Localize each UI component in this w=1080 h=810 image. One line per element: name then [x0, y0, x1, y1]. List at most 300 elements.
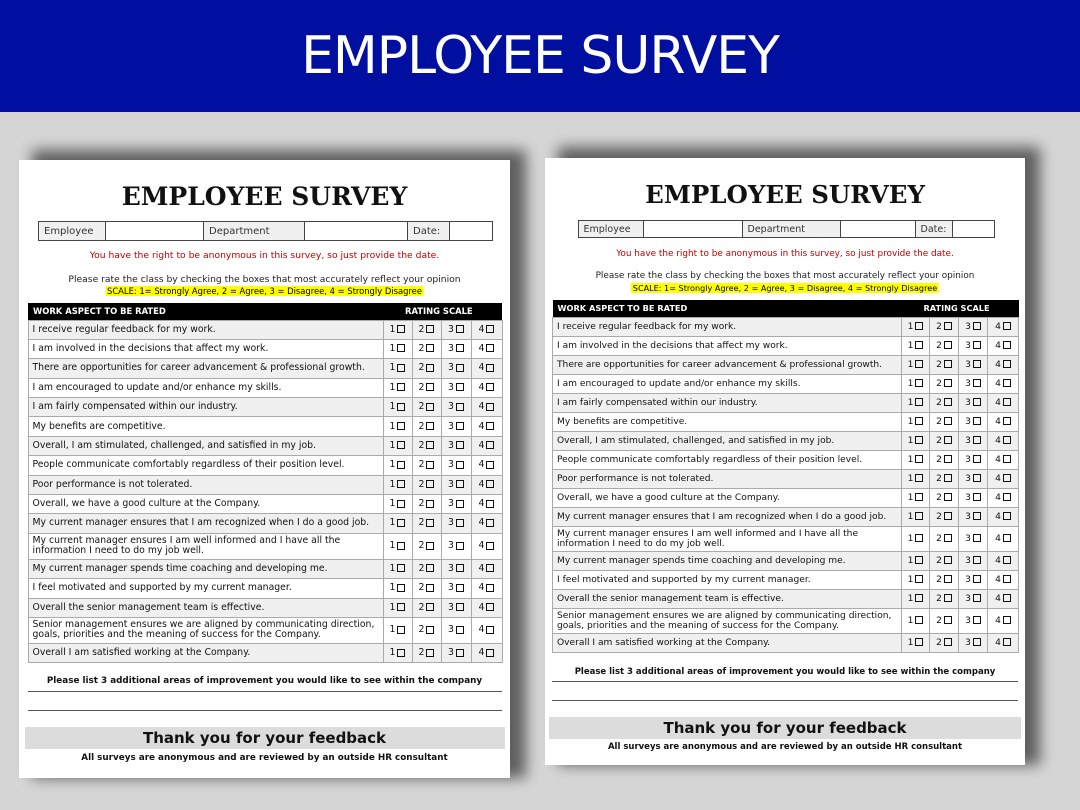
- option-number: 1: [389, 362, 396, 374]
- checkbox[interactable]: [1003, 594, 1011, 602]
- checkbox[interactable]: [486, 403, 494, 411]
- rating-option[interactable]: [383, 559, 412, 578]
- rating-option[interactable]: [988, 507, 1019, 526]
- rating-option[interactable]: [988, 488, 1019, 507]
- checkbox[interactable]: [973, 493, 981, 501]
- checkbox[interactable]: [973, 594, 981, 602]
- checkbox[interactable]: [915, 556, 923, 564]
- checkbox[interactable]: [1003, 341, 1011, 349]
- rating-option[interactable]: [930, 608, 959, 633]
- question-text: I feel motivated and supported by my current manager.: [553, 570, 902, 589]
- rating-option[interactable]: [383, 617, 412, 643]
- question-text: Poor performance is not tolerated.: [553, 469, 902, 488]
- checkbox[interactable]: [426, 603, 434, 611]
- rating-option[interactable]: [441, 320, 471, 339]
- rating-option[interactable]: [412, 559, 441, 578]
- question-text: Overall I am satisfied working at the Company.: [28, 643, 383, 662]
- rating-option[interactable]: [930, 450, 959, 469]
- rating-option[interactable]: [930, 431, 959, 450]
- rating-option[interactable]: [441, 456, 471, 475]
- scale-legend: SCALE: 1= Strongly Agree, 2 = Agree, 3 = Disagree, 4 = Strongly Disagree: [107, 286, 422, 296]
- rating-option[interactable]: [441, 643, 471, 662]
- rating-option[interactable]: [471, 436, 502, 455]
- rating-option[interactable]: [383, 579, 412, 598]
- rating-option[interactable]: [441, 417, 471, 436]
- checkbox[interactable]: [1003, 638, 1011, 646]
- checkbox[interactable]: [456, 519, 464, 527]
- checkbox[interactable]: [426, 649, 434, 657]
- rating-option[interactable]: [471, 475, 502, 494]
- rating-option[interactable]: [959, 488, 988, 507]
- checkbox[interactable]: [397, 403, 405, 411]
- checkbox[interactable]: [944, 341, 952, 349]
- checkbox[interactable]: [397, 603, 405, 611]
- employee-field[interactable]: [106, 222, 204, 240]
- rating-option[interactable]: [930, 589, 959, 608]
- checkbox[interactable]: [486, 480, 494, 488]
- checkbox[interactable]: [426, 383, 434, 391]
- checkbox[interactable]: [397, 364, 405, 372]
- checkbox[interactable]: [944, 556, 952, 564]
- rating-option[interactable]: [959, 589, 988, 608]
- checkbox[interactable]: [456, 344, 464, 352]
- checkbox[interactable]: [426, 519, 434, 527]
- checkbox[interactable]: [944, 417, 952, 425]
- checkbox[interactable]: [486, 325, 494, 333]
- rating-option[interactable]: [902, 412, 930, 431]
- rating-option[interactable]: [471, 559, 502, 578]
- rating-option[interactable]: [383, 456, 412, 475]
- checkbox[interactable]: [915, 638, 923, 646]
- rating-option[interactable]: [441, 533, 471, 559]
- checkbox[interactable]: [426, 500, 434, 508]
- checkbox[interactable]: [397, 564, 405, 572]
- checkbox[interactable]: [426, 461, 434, 469]
- rating-option[interactable]: [988, 551, 1019, 570]
- rating-option[interactable]: [959, 412, 988, 431]
- checkbox[interactable]: [456, 542, 464, 550]
- checkbox[interactable]: [944, 594, 952, 602]
- checkbox[interactable]: [456, 403, 464, 411]
- rating-option[interactable]: [902, 450, 930, 469]
- checkbox[interactable]: [456, 626, 464, 634]
- rating-option[interactable]: [959, 317, 988, 336]
- option-number: 1: [907, 555, 914, 566]
- checkbox[interactable]: [1003, 436, 1011, 444]
- checkbox[interactable]: [486, 422, 494, 430]
- checkbox[interactable]: [426, 584, 434, 592]
- checkbox[interactable]: [397, 480, 405, 488]
- checkbox[interactable]: [456, 603, 464, 611]
- rating-option[interactable]: [383, 475, 412, 494]
- rating-option[interactable]: [383, 514, 412, 533]
- department-field[interactable]: [305, 222, 408, 240]
- checkbox[interactable]: [915, 417, 923, 425]
- rating-option[interactable]: [988, 412, 1019, 431]
- rating-option[interactable]: [902, 526, 930, 551]
- option-number: 4: [995, 473, 1001, 484]
- option-number: 3: [965, 637, 971, 648]
- rating-option[interactable]: [412, 417, 441, 436]
- rating-option[interactable]: [412, 398, 441, 417]
- rating-option[interactable]: [441, 359, 471, 378]
- checkbox[interactable]: [1003, 455, 1011, 463]
- rating-option[interactable]: [930, 336, 959, 355]
- rating-option[interactable]: [441, 398, 471, 417]
- rating-option[interactable]: [412, 339, 441, 358]
- checkbox[interactable]: [426, 325, 434, 333]
- rating-option[interactable]: [383, 339, 412, 358]
- rating-option[interactable]: [959, 507, 988, 526]
- checkbox[interactable]: [915, 594, 923, 602]
- rating-option[interactable]: [902, 589, 930, 608]
- checkbox[interactable]: [1003, 512, 1011, 520]
- rating-option[interactable]: [959, 526, 988, 551]
- checkbox[interactable]: [944, 638, 952, 646]
- answer-line-2[interactable]: [28, 710, 502, 711]
- checkbox[interactable]: [397, 461, 405, 469]
- rating-option[interactable]: [988, 589, 1019, 608]
- rating-option[interactable]: [930, 374, 959, 393]
- rating-option[interactable]: [902, 336, 930, 355]
- checkbox[interactable]: [397, 344, 405, 352]
- checkbox[interactable]: [426, 422, 434, 430]
- checkbox[interactable]: [397, 584, 405, 592]
- rating-option[interactable]: [441, 514, 471, 533]
- checkbox[interactable]: [456, 649, 464, 657]
- checkbox[interactable]: [486, 344, 494, 352]
- checkbox[interactable]: [944, 534, 952, 542]
- rating-option[interactable]: [930, 393, 959, 412]
- checkbox[interactable]: [486, 500, 494, 508]
- rating-option[interactable]: [471, 598, 502, 617]
- checkbox[interactable]: [1003, 474, 1011, 482]
- rating-option[interactable]: [988, 633, 1019, 652]
- checkbox[interactable]: [973, 398, 981, 406]
- rating-option[interactable]: [383, 359, 412, 378]
- checkbox[interactable]: [456, 461, 464, 469]
- rating-option[interactable]: [930, 526, 959, 551]
- rating-option[interactable]: [959, 450, 988, 469]
- rating-option[interactable]: [441, 598, 471, 617]
- rating-option[interactable]: [988, 469, 1019, 488]
- date-field[interactable]: [953, 221, 994, 237]
- option-number: 4: [478, 401, 485, 413]
- rating-option[interactable]: [959, 393, 988, 412]
- rating-option[interactable]: [441, 559, 471, 578]
- rating-option[interactable]: [383, 598, 412, 617]
- checkbox[interactable]: [973, 322, 981, 330]
- rating-option[interactable]: [383, 378, 412, 397]
- checkbox[interactable]: [915, 379, 923, 387]
- rating-option[interactable]: [959, 633, 988, 652]
- answer-line-2[interactable]: [552, 700, 1018, 701]
- checkbox[interactable]: [426, 403, 434, 411]
- checkbox[interactable]: [486, 584, 494, 592]
- rating-option[interactable]: [988, 374, 1019, 393]
- rating-option[interactable]: [988, 431, 1019, 450]
- rating-option[interactable]: [930, 412, 959, 431]
- rating-option[interactable]: [412, 378, 441, 397]
- rating-option[interactable]: [441, 495, 471, 514]
- checkbox[interactable]: [973, 379, 981, 387]
- checkbox[interactable]: [973, 575, 981, 583]
- rating-option[interactable]: [412, 533, 441, 559]
- instruction-text: Please rate the class by checking the boxes that most accurately reflect your opinion: [68, 274, 461, 285]
- rating-option[interactable]: [441, 436, 471, 455]
- checkbox[interactable]: [397, 422, 405, 430]
- checkbox[interactable]: [944, 379, 952, 387]
- rating-option[interactable]: [383, 398, 412, 417]
- checkbox[interactable]: [973, 638, 981, 646]
- checkbox[interactable]: [456, 383, 464, 391]
- employee-field[interactable]: [644, 221, 743, 237]
- checkbox[interactable]: [456, 480, 464, 488]
- checkbox[interactable]: [456, 325, 464, 333]
- checkbox[interactable]: [456, 564, 464, 572]
- rating-option[interactable]: [930, 469, 959, 488]
- rating-option[interactable]: [959, 336, 988, 355]
- checkbox[interactable]: [486, 626, 494, 634]
- checkbox[interactable]: [397, 500, 405, 508]
- checkbox[interactable]: [915, 575, 923, 583]
- rating-option[interactable]: [441, 617, 471, 643]
- rating-option[interactable]: [902, 431, 930, 450]
- rating-option[interactable]: [412, 643, 441, 662]
- rating-option[interactable]: [412, 320, 441, 339]
- checkbox[interactable]: [915, 512, 923, 520]
- rating-option[interactable]: [902, 608, 930, 633]
- question-text: I receive regular feedback for my work.: [28, 320, 383, 339]
- rating-option[interactable]: [471, 456, 502, 475]
- rating-option[interactable]: [988, 608, 1019, 633]
- checkbox[interactable]: [973, 512, 981, 520]
- rating-option[interactable]: [471, 514, 502, 533]
- checkbox[interactable]: [915, 455, 923, 463]
- checkbox[interactable]: [944, 360, 952, 368]
- checkbox[interactable]: [486, 441, 494, 449]
- rating-option[interactable]: [930, 633, 959, 652]
- checkbox[interactable]: [915, 436, 923, 444]
- checkbox[interactable]: [973, 436, 981, 444]
- checkbox[interactable]: [1003, 616, 1011, 624]
- rating-option[interactable]: [383, 436, 412, 455]
- rating-option[interactable]: [959, 374, 988, 393]
- rating-option[interactable]: [471, 320, 502, 339]
- rating-option[interactable]: [902, 393, 930, 412]
- rating-option[interactable]: [383, 495, 412, 514]
- checkbox[interactable]: [915, 493, 923, 501]
- checkbox[interactable]: [973, 616, 981, 624]
- rating-option[interactable]: [441, 475, 471, 494]
- answer-line-1[interactable]: [552, 681, 1018, 682]
- checkbox[interactable]: [1003, 556, 1011, 564]
- checkbox[interactable]: [397, 383, 405, 391]
- checkbox[interactable]: [397, 441, 405, 449]
- rating-option[interactable]: [902, 507, 930, 526]
- checkbox[interactable]: [915, 360, 923, 368]
- rating-option[interactable]: [959, 570, 988, 589]
- checkbox[interactable]: [1003, 379, 1011, 387]
- rating-option[interactable]: [902, 570, 930, 589]
- checkbox[interactable]: [397, 649, 405, 657]
- checkbox[interactable]: [1003, 417, 1011, 425]
- checkbox[interactable]: [397, 325, 405, 333]
- rating-option[interactable]: [930, 507, 959, 526]
- rating-option[interactable]: [412, 475, 441, 494]
- rating-option[interactable]: [471, 339, 502, 358]
- option-number: 4: [478, 478, 485, 490]
- checkbox[interactable]: [915, 474, 923, 482]
- checkbox[interactable]: [486, 519, 494, 527]
- question-text: My benefits are competitive.: [553, 412, 902, 431]
- checkbox[interactable]: [456, 584, 464, 592]
- checkbox[interactable]: [486, 564, 494, 572]
- rating-option[interactable]: [988, 355, 1019, 374]
- checkbox[interactable]: [486, 364, 494, 372]
- checkbox[interactable]: [1003, 493, 1011, 501]
- rating-option[interactable]: [988, 336, 1019, 355]
- rating-option[interactable]: [383, 533, 412, 559]
- rating-option[interactable]: [441, 378, 471, 397]
- rating-option[interactable]: [988, 450, 1019, 469]
- rating-option[interactable]: [988, 393, 1019, 412]
- rating-option[interactable]: [930, 570, 959, 589]
- rating-option[interactable]: [902, 355, 930, 374]
- rating-option[interactable]: [471, 617, 502, 643]
- rating-option[interactable]: [902, 374, 930, 393]
- checkbox[interactable]: [915, 341, 923, 349]
- rating-option[interactable]: [383, 320, 412, 339]
- option-number: 4: [478, 459, 485, 471]
- checkbox[interactable]: [973, 474, 981, 482]
- checkbox[interactable]: [1003, 534, 1011, 542]
- checkbox[interactable]: [915, 616, 923, 624]
- checkbox[interactable]: [915, 534, 923, 542]
- checkbox[interactable]: [1003, 575, 1011, 583]
- rating-option[interactable]: [930, 355, 959, 374]
- checkbox[interactable]: [915, 398, 923, 406]
- rating-option[interactable]: [471, 533, 502, 559]
- rating-option[interactable]: [988, 526, 1019, 551]
- rating-option[interactable]: [383, 417, 412, 436]
- checkbox[interactable]: [486, 542, 494, 550]
- date-field[interactable]: [450, 222, 492, 240]
- checkbox[interactable]: [456, 500, 464, 508]
- checkbox[interactable]: [426, 564, 434, 572]
- rating-option[interactable]: [471, 359, 502, 378]
- checkbox[interactable]: [486, 649, 494, 657]
- checkbox[interactable]: [944, 493, 952, 501]
- checkbox[interactable]: [944, 575, 952, 583]
- department-field[interactable]: [841, 221, 916, 237]
- rating-option[interactable]: [902, 317, 930, 336]
- checkbox[interactable]: [1003, 398, 1011, 406]
- checkbox[interactable]: [456, 422, 464, 430]
- checkbox[interactable]: [426, 626, 434, 634]
- checkbox[interactable]: [456, 364, 464, 372]
- rating-option[interactable]: [471, 643, 502, 662]
- rating-option[interactable]: [902, 469, 930, 488]
- checkbox[interactable]: [426, 542, 434, 550]
- rating-option[interactable]: [959, 608, 988, 633]
- checkbox[interactable]: [944, 455, 952, 463]
- rating-option[interactable]: [412, 579, 441, 598]
- checkbox[interactable]: [973, 556, 981, 564]
- checkbox[interactable]: [944, 322, 952, 330]
- checkbox[interactable]: [426, 364, 434, 372]
- rating-option[interactable]: [412, 514, 441, 533]
- checkbox[interactable]: [973, 534, 981, 542]
- scale-legend: SCALE: 1= Strongly Agree, 2 = Agree, 3 = Disagree, 4 = Strongly Disagree: [632, 283, 938, 293]
- checkbox[interactable]: [944, 512, 952, 520]
- rating-option[interactable]: [412, 598, 441, 617]
- checkbox[interactable]: [944, 436, 952, 444]
- rating-option[interactable]: [959, 469, 988, 488]
- checkbox[interactable]: [426, 441, 434, 449]
- checkbox[interactable]: [1003, 322, 1011, 330]
- rating-option[interactable]: [471, 495, 502, 514]
- rating-option[interactable]: [988, 570, 1019, 589]
- checkbox[interactable]: [915, 322, 923, 330]
- checkbox[interactable]: [944, 474, 952, 482]
- rating-option[interactable]: [383, 643, 412, 662]
- rating-option[interactable]: [930, 551, 959, 570]
- checkbox[interactable]: [486, 461, 494, 469]
- rating-option[interactable]: [471, 417, 502, 436]
- checkbox[interactable]: [973, 417, 981, 425]
- checkbox[interactable]: [486, 383, 494, 391]
- checkbox[interactable]: [456, 441, 464, 449]
- checkbox[interactable]: [973, 360, 981, 368]
- question-text: My current manager ensures that I am recognized when I do a good job.: [553, 507, 902, 526]
- rating-option[interactable]: [471, 398, 502, 417]
- rating-option[interactable]: [959, 355, 988, 374]
- checkbox[interactable]: [973, 455, 981, 463]
- checkbox[interactable]: [1003, 360, 1011, 368]
- checkbox[interactable]: [973, 341, 981, 349]
- checkbox[interactable]: [944, 616, 952, 624]
- checkbox[interactable]: [397, 542, 405, 550]
- rating-option[interactable]: [930, 317, 959, 336]
- option-number: 2: [936, 397, 942, 408]
- rating-option[interactable]: [902, 488, 930, 507]
- rating-option[interactable]: [471, 579, 502, 598]
- rating-option[interactable]: [441, 339, 471, 358]
- rating-option[interactable]: [902, 551, 930, 570]
- rating-option[interactable]: [959, 431, 988, 450]
- checkbox[interactable]: [426, 344, 434, 352]
- rating-option[interactable]: [412, 617, 441, 643]
- rating-option[interactable]: [412, 495, 441, 514]
- checkbox[interactable]: [397, 519, 405, 527]
- checkbox[interactable]: [486, 603, 494, 611]
- rating-option[interactable]: [412, 436, 441, 455]
- rating-option[interactable]: [988, 317, 1019, 336]
- checkbox[interactable]: [426, 480, 434, 488]
- rating-option[interactable]: [902, 633, 930, 652]
- rating-option[interactable]: [471, 378, 502, 397]
- rating-option[interactable]: [412, 359, 441, 378]
- answer-line-1[interactable]: [28, 691, 502, 692]
- rating-option[interactable]: [959, 551, 988, 570]
- rating-option[interactable]: [930, 488, 959, 507]
- rating-option[interactable]: [441, 579, 471, 598]
- checkbox[interactable]: [397, 626, 405, 634]
- rating-option[interactable]: [412, 456, 441, 475]
- checkbox[interactable]: [944, 398, 952, 406]
- employee-label: Employee: [579, 221, 644, 237]
